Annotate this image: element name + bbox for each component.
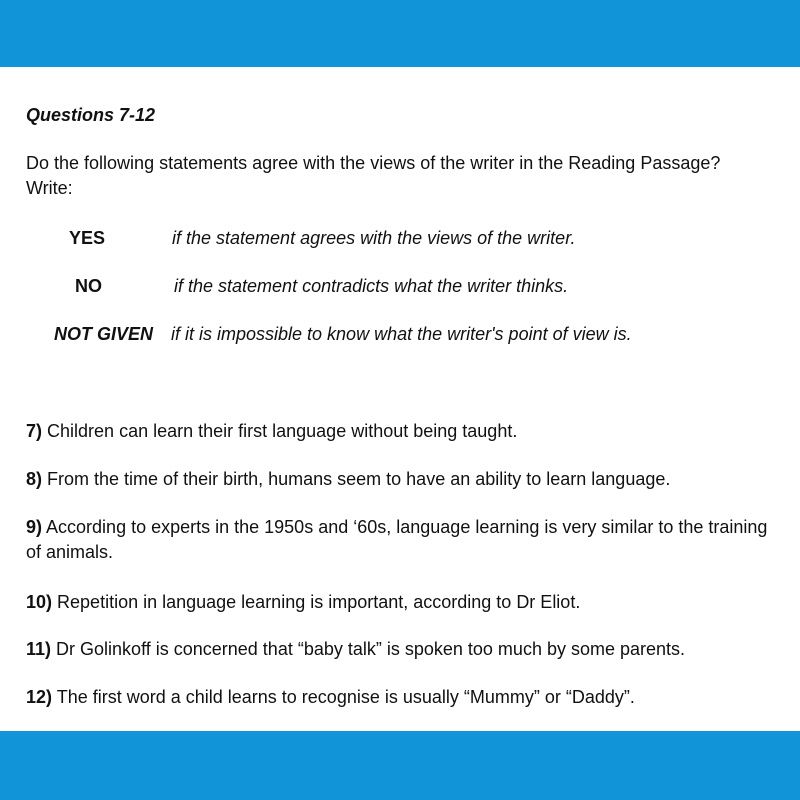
instructions (26, 151, 786, 201)
legend-row-yes (26, 226, 786, 251)
legend-row-not-given (26, 322, 786, 347)
legend-row-no (26, 274, 786, 299)
question-10 (26, 590, 786, 615)
question-text: Repetition in language learning is important, according to Dr Eliot. (57, 592, 581, 612)
question-8 (26, 467, 786, 492)
question-number: 12) (26, 687, 53, 707)
question-text: Dr Golinkoff is concerned that “baby talk” is spoken too much by some parents. (56, 639, 686, 659)
question-text: Children can learn their first language without being taught. (47, 421, 518, 441)
legend-key-no: NO (75, 276, 102, 296)
legend-key-not-given: NOT GIVEN (54, 324, 154, 344)
question-number: 11) (26, 639, 52, 659)
instructions-line-1: Do the following statements agree with the views of the writer in the Reading Passage? (26, 153, 721, 173)
question-number: 10) (26, 592, 53, 612)
top-color-band (0, 0, 800, 67)
instructions-line-2: Write: (26, 178, 73, 198)
question-text: According to experts in the 1950s and ‘60s, language learning is very similar to the training of animals. (26, 517, 768, 562)
question-11 (26, 637, 786, 662)
legend-desc-no: if the statement contradicts what the writer thinks. (174, 276, 569, 296)
bottom-color-band (0, 731, 800, 800)
legend-key-yes: YES (69, 228, 106, 248)
question-text: The first word a child learns to recognise is usually “Mummy” or “Daddy”. (56, 687, 635, 707)
question-number: 7) (26, 421, 43, 441)
question-7 (26, 419, 786, 444)
questions-heading: Questions 7-12 (26, 105, 156, 125)
question-number: 8) (26, 469, 43, 489)
question-12 (26, 685, 786, 710)
question-9 (26, 515, 786, 565)
legend-desc-yes: if the statement agrees with the views of the writer. (172, 228, 576, 248)
question-text: From the time of their birth, humans seem to have an ability to learn language. (47, 469, 671, 489)
question-number: 9) (26, 517, 43, 537)
legend-desc-not-given: if it is impossible to know what the writer's point of view is. (171, 324, 632, 344)
